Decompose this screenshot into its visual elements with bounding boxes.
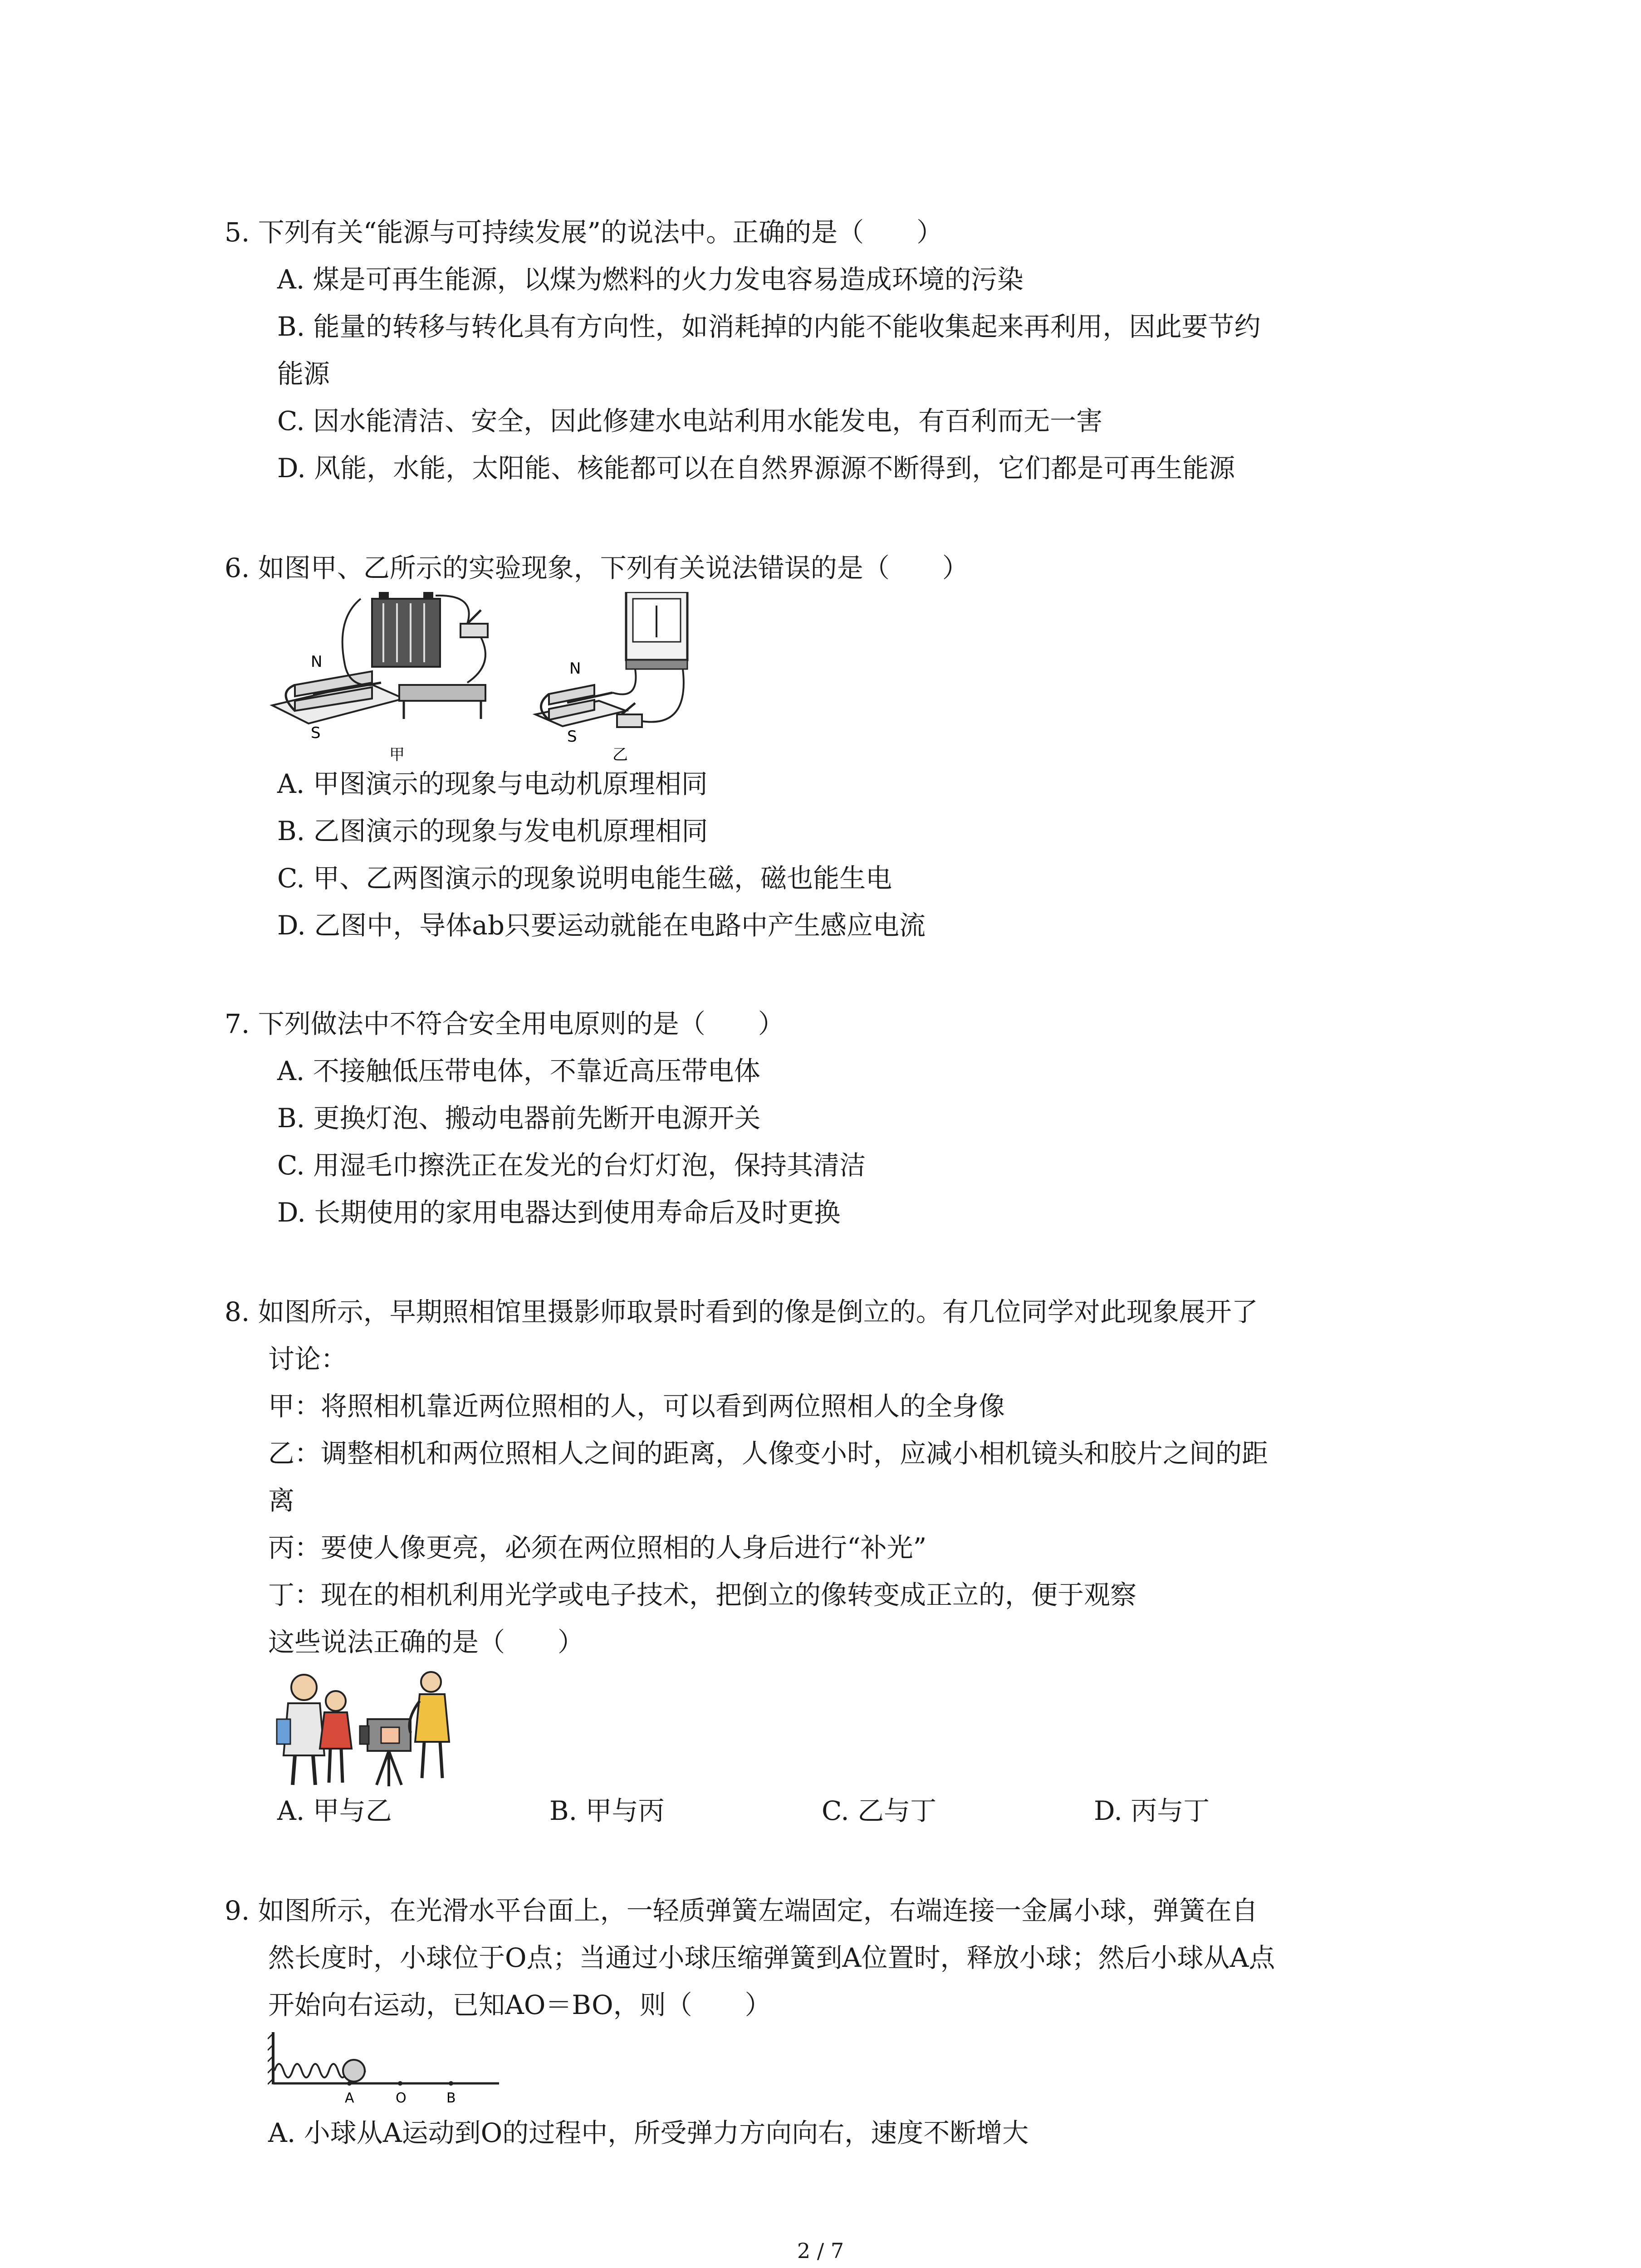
label-o: O — [396, 2090, 407, 2106]
option-d: D. 丙与丁 — [1094, 1795, 1210, 1826]
option-b: B. 乙图演示的现象与发电机原理相同 — [277, 816, 708, 846]
option-c: C. 乙与丁 — [822, 1795, 937, 1826]
statement-jia: 甲：将照相机靠近两位照相的人，可以看到两位照相人的全身像 — [268, 1391, 1005, 1422]
option-a: A. 煤是可再生能源，以煤为燃料的火力发电容易造成环境的污染 — [277, 264, 1024, 295]
option-a: A. 小球从A运动到O的过程中，所受弹力方向向右，速度不断增大 — [268, 2117, 1029, 2148]
camera-icon — [360, 1719, 411, 1786]
question-stem: 7. 下列做法中不符合安全用电原则的是（ ） — [225, 1008, 784, 1039]
option-b: B. 能量的转移与转化具有方向性，如消耗掉的内能不能收集起来再利用，因此要节约 — [277, 311, 1261, 342]
question-7 — [225, 1000, 1450, 1236]
question-9 — [225, 1887, 1450, 2028]
photo-studio-figure — [270, 1669, 470, 1789]
question-prompt: 这些说法正确的是（ ） — [268, 1627, 584, 1657]
option-c: C. 因水能清洁、安全，因此修建水电站利用水能发电，有百利而无一害 — [277, 406, 1103, 436]
people-icon — [277, 1675, 352, 1785]
question-stem: 8. 如图所示，早期照相馆里摄影师取景时看到的像是倒立的。有几位同学对此现象展开了 — [225, 1296, 1258, 1327]
statement-yi: 乙：调整相机和两位照相人之间的距离，人像变小时，应减小相机镜头和胶片之间的距 — [268, 1438, 1269, 1469]
question-stem-continued: 讨论： — [268, 1344, 348, 1374]
question-6-options — [225, 760, 1450, 949]
label-a: A — [345, 2090, 354, 2106]
option-a: A. 甲与乙 — [277, 1795, 392, 1826]
question-stem: 6. 如图甲、乙所示的实验现象，下列有关说法错误的是（ ） — [225, 552, 969, 583]
option-d: D. 长期使用的家用电器达到使用寿命后及时更换 — [277, 1197, 841, 1228]
figure-yi — [535, 592, 687, 764]
ball-icon — [343, 2060, 365, 2082]
option-c: C. 甲、乙两图演示的现象说明电能生磁，磁也能生电 — [277, 863, 892, 894]
electromagnetism-figure — [268, 592, 694, 769]
option-d: D. 乙图中，导体ab只要运动就能在电路中产生感应电流 — [277, 910, 926, 941]
question-6 — [225, 544, 1450, 591]
option-d: D. 风能，水能，太阳能、核能都可以在自然界源源不断得到，它们都是可再生能源 — [277, 453, 1235, 484]
option-b: B. 甲与丙 — [549, 1795, 665, 1826]
statement-ding: 丁：现在的相机利用光学或电子技术，把倒立的像转变成正立的，便于观察 — [268, 1579, 1137, 1610]
spring-ball-figure — [268, 2030, 504, 2107]
question-stem-continued: 然长度时，小球位于O点；当通过小球压缩弹簧到A位置时，释放小球；然后小球从A点 — [268, 1942, 1275, 1973]
question-8 — [225, 1288, 1450, 1666]
label-n: N — [311, 653, 323, 671]
option-a: A. 不接触低压带电体，不靠近高压带电体 — [277, 1056, 760, 1086]
question-stem: 5. 下列有关“能源与可持续发展”的说法中。正确的是（ ） — [225, 217, 943, 248]
label-s: S — [567, 728, 577, 746]
question-8-options — [225, 1787, 1450, 1834]
option-c: C. 用湿毛巾擦洗正在发光的台灯灯泡，保持其清洁 — [277, 1150, 866, 1181]
figure-jia — [272, 592, 488, 764]
question-9-options — [225, 2109, 1450, 2156]
option-a: A. 甲图演示的现象与电动机原理相同 — [277, 768, 708, 799]
photographer-icon — [410, 1672, 450, 1778]
label-jia: 甲 — [389, 746, 405, 764]
question-5 — [225, 209, 1450, 492]
label-b: B — [446, 2090, 456, 2106]
options-row — [225, 1787, 1450, 1834]
statement-yi-continued: 离 — [268, 1485, 295, 1516]
label-yi: 乙 — [612, 746, 628, 764]
question-stem-continued: 开始向右运动，已知AO＝BO，则（ ） — [268, 1989, 771, 2020]
statement-bing: 丙：要使人像更亮，必须在两位照相的人身后进行“补光” — [268, 1532, 927, 1563]
option-b: B. 更换灯泡、搬动电器前先断开电源开关 — [277, 1103, 761, 1134]
label-s: S — [311, 724, 321, 742]
question-stem: 9. 如图所示，在光滑水平台面上，一轻质弹簧左端固定，右端连接一金属小球，弹簧在自 — [225, 1895, 1258, 1926]
label-n: N — [569, 660, 581, 678]
page-number: 2 / 7 — [797, 2239, 844, 2263]
option-b-continued: 能源 — [277, 358, 330, 389]
